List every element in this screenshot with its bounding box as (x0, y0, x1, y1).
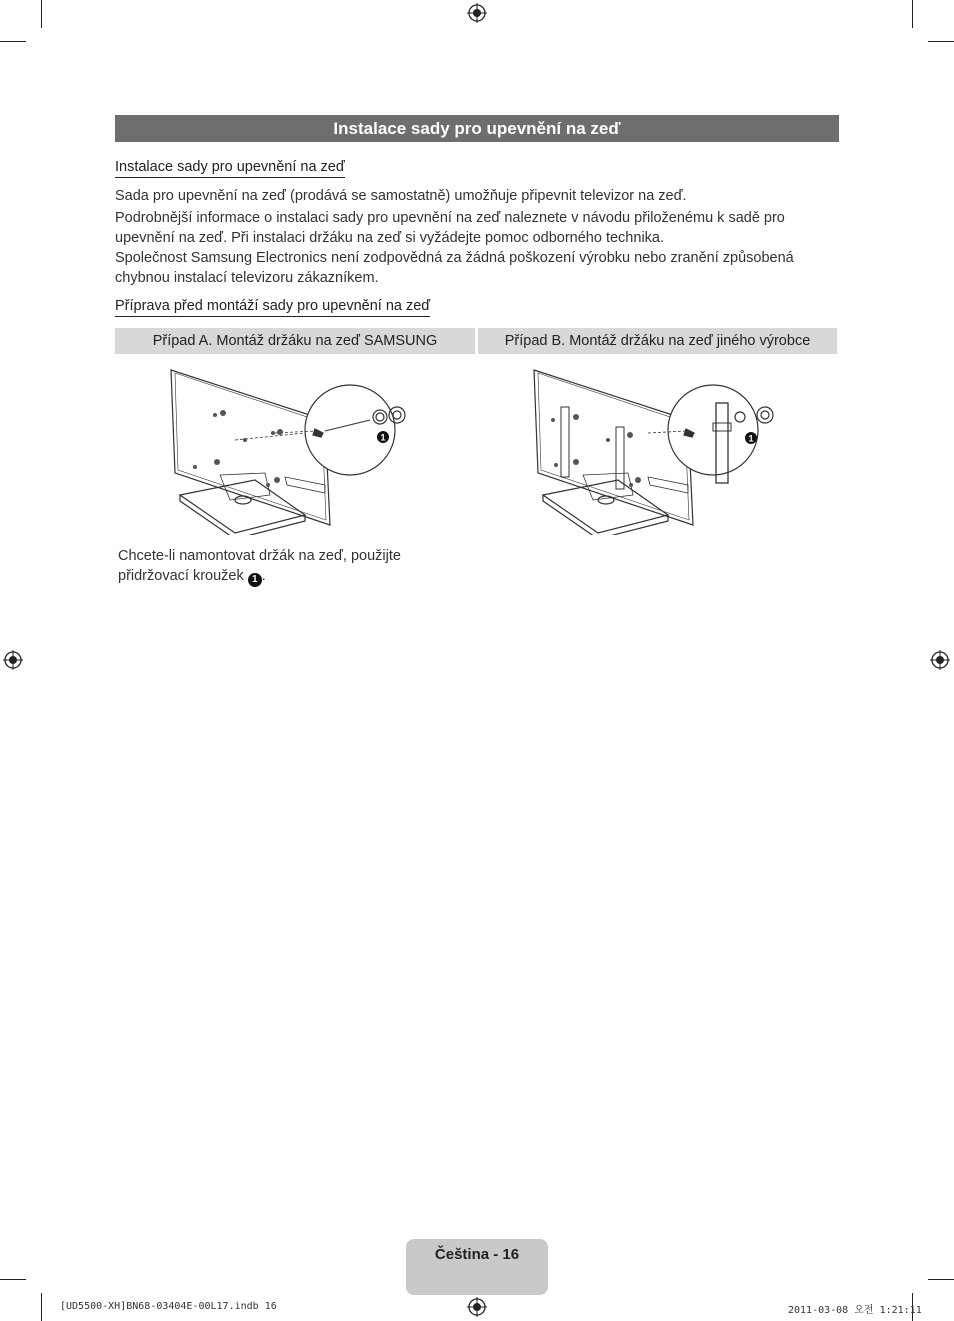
paragraph: Společnost Samsung Electronics není zodpovědná za žádná poškození výrobku nebo zranění způsobená chybnou instalací televizoru zákazníkem. (115, 250, 794, 286)
callout-number: 1 (248, 573, 262, 587)
case-b-header: Případ B. Montáž držáku na zeď jiného výrobce (478, 328, 837, 354)
crop-mark (0, 41, 26, 42)
paragraph: Podrobnější informace o instalaci sady pro upevnění na zeď naleznete v návodu přiloženému k sadě pro upevnění na zeď. Při instalaci držáku na zeď si vyžádejte pomoc odborného technika. (115, 210, 785, 246)
page-number-tab: Čeština - 16 (406, 1239, 548, 1295)
tv-wall-mount-illustration-a (165, 365, 430, 535)
registration-mark-icon (3, 650, 23, 670)
case-a-header: Případ A. Montáž držáku na zeď SAMSUNG (115, 328, 475, 354)
callout-number: 1 (748, 433, 754, 444)
caption-line-2: přidržovací kroužek (118, 568, 244, 584)
callout-number: 1 (380, 432, 386, 443)
caption-end: . (261, 568, 266, 584)
crop-mark (41, 1293, 42, 1321)
caption-line-1: Chcete-li namontovat držák na zeď, použijte (118, 548, 401, 564)
registration-mark-icon (930, 650, 950, 670)
footer-date: 2011-03-08 오전 1:21:11 (788, 1305, 922, 1316)
registration-mark-icon (467, 1297, 487, 1317)
registration-mark-icon (467, 3, 487, 23)
paragraph: Sada pro upevnění na zeď (prodává se samostatně) umožňuje připevnit televizor na zeď. (115, 188, 687, 204)
section-heading-preparation: Příprava před montáží sady pro upevnění na zeď (115, 298, 430, 317)
tv-wall-mount-illustration-b (528, 365, 793, 535)
crop-mark (41, 0, 42, 28)
section-heading-installation: Instalace sady pro upevnění na zeď (115, 159, 345, 178)
crop-mark (912, 0, 913, 28)
crop-mark (928, 1279, 954, 1280)
illustration-caption (118, 546, 438, 587)
crop-mark (0, 1279, 26, 1280)
page-title: Instalace sady pro upevnění na zeď (115, 115, 839, 142)
footer-file-info: [UD5500-XH]BN68-03404E-00L17.indb 16 (60, 1301, 277, 1312)
crop-mark (928, 41, 954, 42)
